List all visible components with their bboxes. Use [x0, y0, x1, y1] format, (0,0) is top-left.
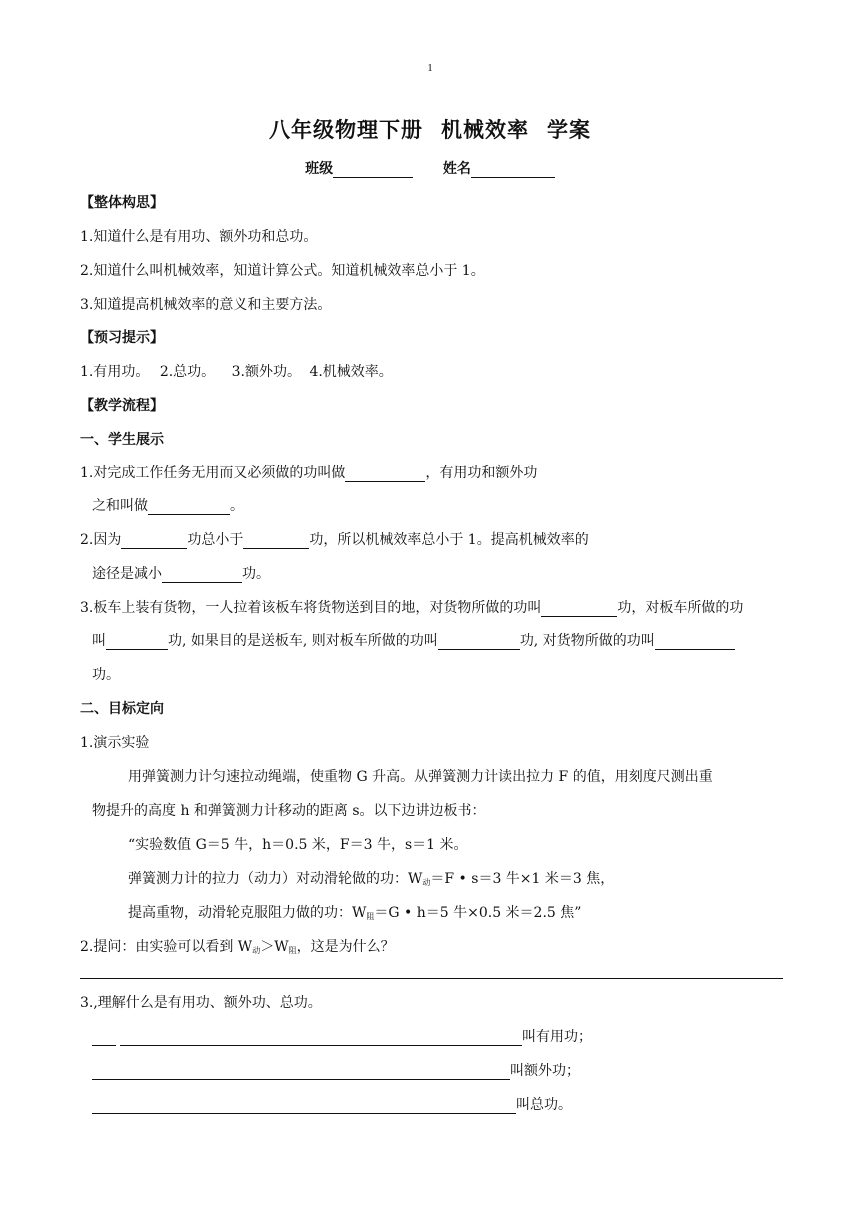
answer-blank[interactable] — [92, 1031, 116, 1046]
title-topic: 机械效率 — [441, 117, 529, 142]
question-2 — [80, 529, 589, 549]
class-label: 班级 — [305, 161, 334, 177]
question-text: 。 — [230, 498, 244, 514]
answer-blank[interactable] — [148, 500, 230, 515]
question-3-cont — [92, 630, 735, 650]
title-type: 学案 — [547, 117, 591, 142]
preview-item: 3.额外功。 — [231, 364, 301, 380]
question-text: ，有用功和额外功 — [425, 465, 538, 481]
page-number: 1 — [427, 62, 433, 74]
preview-item: 1.有用功。 — [80, 364, 150, 380]
class-blank[interactable] — [333, 163, 413, 178]
experiment-data: “实验数值 G＝5 牛，h＝0.5 米，F＝3 牛，s＝1 米。 — [128, 837, 468, 853]
question-text: 功，所以机械效率总小于 1。提高机械效率的 — [309, 532, 589, 548]
answer-blank[interactable] — [106, 635, 168, 650]
name-blank[interactable] — [471, 163, 555, 178]
question-text: 功。 — [242, 566, 270, 582]
subscript: 阻 — [288, 946, 297, 955]
fill-useful-work — [92, 1026, 592, 1046]
section-preview: 【预习提示】 — [80, 330, 164, 346]
overview-item: 3.知道提高机械效率的意义和主要方法。 — [80, 297, 332, 313]
demo-title: 1.演示实验 — [80, 735, 150, 751]
formula-text: 弹簧测力计的拉力（动力）对动滑轮做的功：W — [128, 871, 423, 887]
subscript: 动 — [422, 878, 431, 887]
answer-blank[interactable] — [541, 602, 617, 617]
fill-text: 叫额外功； — [510, 1063, 580, 1079]
preview-items — [80, 361, 393, 381]
fill-text: 叫总功。 — [516, 1097, 572, 1113]
overview-item: 1.知道什么是有用功、额外功和总功。 — [80, 229, 318, 245]
question-text: 叫 — [92, 633, 106, 649]
part2-heading: 二、目标定向 — [80, 701, 164, 717]
section-overview: 【整体构思】 — [80, 195, 164, 211]
fill-extra-work — [92, 1060, 580, 1080]
question-3-end: 功。 — [92, 667, 120, 683]
question-understand: 3.,理解什么是有用功、额外功、总功。 — [80, 995, 322, 1011]
question-1 — [80, 462, 537, 482]
student-info-line — [0, 158, 860, 178]
question-why — [80, 936, 395, 956]
title-subject: 八年级物理下册 — [269, 117, 423, 142]
question-text: 之和叫做 — [92, 498, 148, 514]
formula-text: ＝F • s＝3 牛×1 米＝3 焦， — [430, 871, 615, 887]
page-title — [0, 114, 860, 144]
preview-item: 4.机械效率。 — [309, 364, 393, 380]
preview-item: 2.总功。 — [159, 364, 216, 380]
question-text: 途径是减小 — [92, 566, 162, 582]
answer-blank[interactable] — [438, 635, 520, 650]
subscript: 阻 — [366, 912, 375, 921]
part1-heading: 一、学生展示 — [80, 432, 164, 448]
question-3 — [80, 597, 743, 617]
answer-blank[interactable] — [345, 467, 425, 482]
question-1-cont — [92, 495, 244, 515]
work-formula-zu — [128, 902, 581, 922]
question-text: 1.对完成工作任务无用而又必须做的功叫做 — [80, 465, 346, 481]
question-text: 功总小于 — [187, 532, 244, 548]
work-formula-dong — [128, 868, 614, 888]
question-text: 2.提问：由实验可以看到 W — [80, 939, 253, 955]
answer-blank[interactable] — [243, 534, 309, 549]
answer-line[interactable] — [80, 978, 783, 979]
answer-blank[interactable] — [162, 568, 242, 583]
answer-blank[interactable] — [120, 1031, 522, 1046]
question-text: 功, 如果目的是送板车, 则对板车所做的功叫 — [168, 633, 438, 649]
answer-blank[interactable] — [655, 635, 735, 650]
answer-blank[interactable] — [92, 1065, 510, 1080]
question-text: 3.板车上装有货物，一人拉着该板车将货物送到目的地，对货物所做的功叫 — [80, 600, 542, 616]
question-text: 功，对板车所做的功 — [617, 600, 744, 616]
question-text: 功, 对货物所做的功叫 — [519, 633, 655, 649]
formula-text: ＝G • h＝5 牛×0.5 米＝2.5 焦” — [374, 905, 582, 921]
answer-blank[interactable] — [92, 1099, 516, 1114]
formula-text: 提高重物，动滑轮克服阻力做的功：W — [128, 905, 367, 921]
subscript: 动 — [252, 946, 261, 955]
fill-total-work — [92, 1094, 572, 1114]
answer-blank[interactable] — [121, 534, 187, 549]
question-2-cont — [92, 563, 270, 583]
demo-paragraph: 物提升的高度 h 和弹簧测力计移动的距离 s。以下边讲边板书： — [92, 803, 486, 819]
demo-paragraph: 用弹簧测力计匀速拉动绳端，使重物 G 升高。从弹簧测力计读出拉力 F 的值，用刻度尺测出重 — [128, 769, 713, 785]
question-text: ，这是为什么？ — [296, 939, 395, 955]
name-label: 姓名 — [442, 161, 471, 177]
overview-item: 2.知道什么叫机械效率，知道计算公式。知道机械效率总小于 1。 — [80, 263, 485, 279]
question-text: ＞W — [260, 939, 289, 955]
section-process: 【教学流程】 — [80, 398, 164, 414]
question-text: 2.因为 — [80, 532, 122, 548]
fill-text: 叫有用功； — [522, 1029, 592, 1045]
